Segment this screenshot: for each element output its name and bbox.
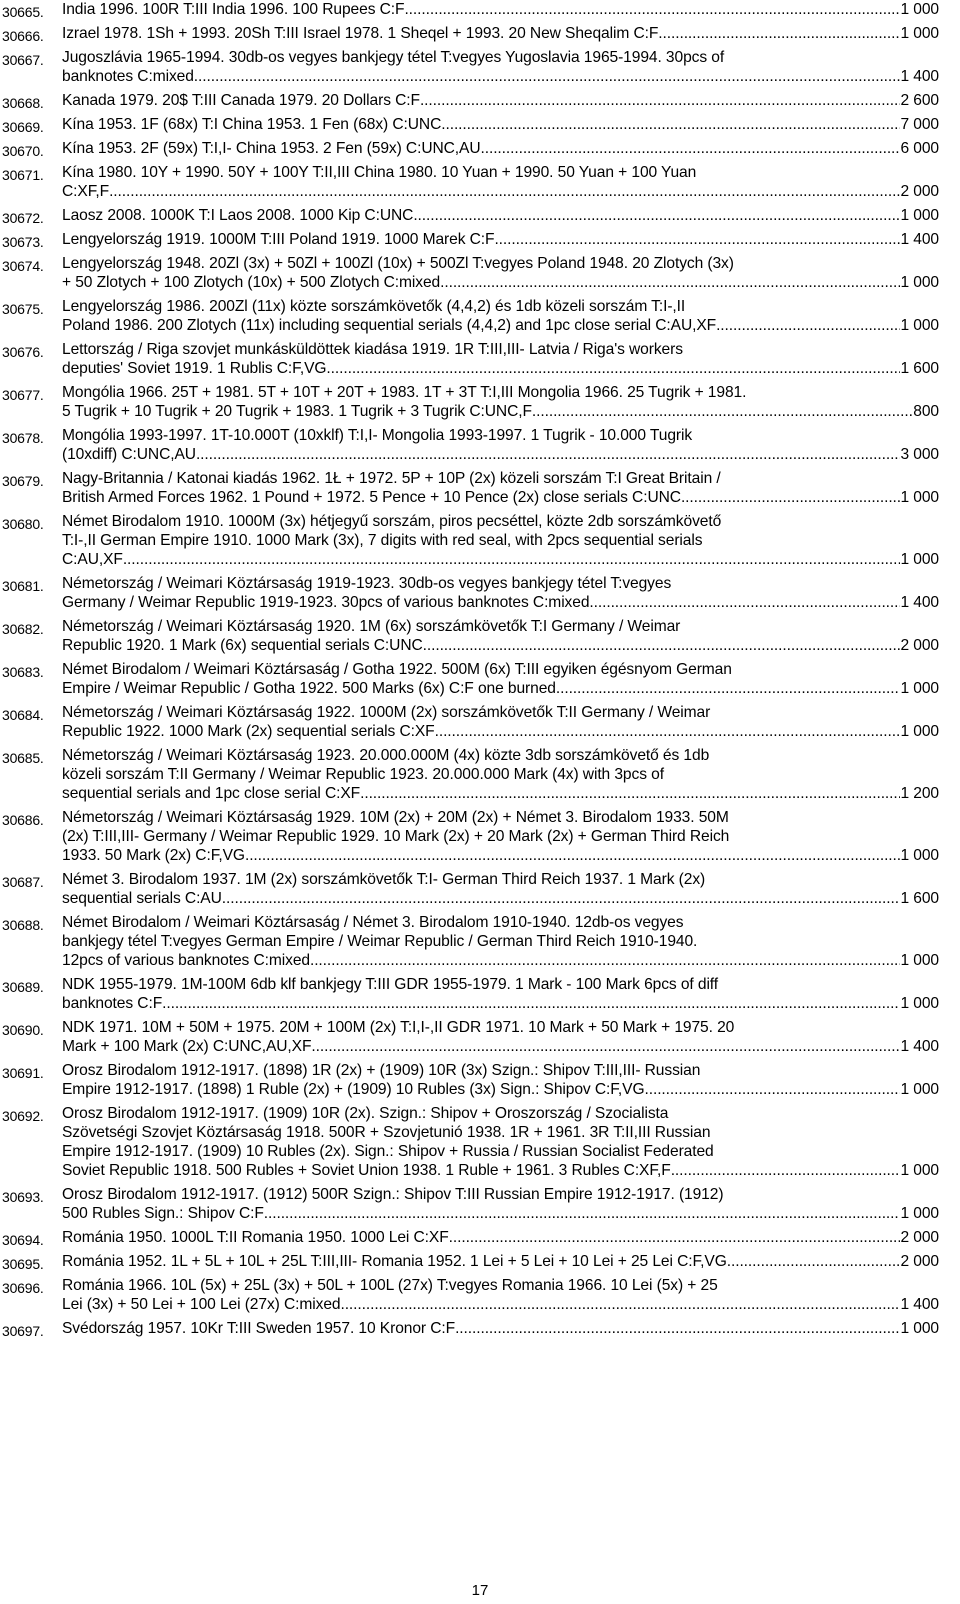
lot-text: Republic 1920. 1 Mark (6x) sequential serials C:UNC xyxy=(62,637,423,654)
lot-text: Svédország 1957. 10Kr T:III Sweden 1957. 10 Kronor C:F xyxy=(62,1320,456,1337)
lot-text: Lei (3x) + 50 Lei + 100 Lei (27x) C:mixed xyxy=(62,1296,341,1313)
lot-number: 30682. xyxy=(2,621,44,637)
lot-number: 30696. xyxy=(2,1280,44,1296)
lot-description-line xyxy=(62,206,939,225)
lot-description-line xyxy=(62,994,939,1013)
lot-description-line xyxy=(62,1204,939,1223)
lot-description xyxy=(62,1061,939,1099)
lot-price: 1 600 xyxy=(900,360,939,377)
lot-description-line: Német Birodalom 1910. 1000M (3x) hétjegyű sorszám, piros pecséttel, közte 2db sorszámkövető xyxy=(62,513,722,530)
lot-description-line xyxy=(62,1037,939,1056)
lot-price: 7 000 xyxy=(900,116,939,133)
lot-description xyxy=(62,746,939,803)
lot-text: Germany / Weimar Republic 1919-1923. 30pcs of various banknotes C:mixed xyxy=(62,594,590,611)
lot-description-line xyxy=(62,1161,939,1180)
lot-description-line xyxy=(62,24,939,43)
lot-description-line: Mongólia 1993-1997. 1T-10.000T (10xklf) T:I,I- Mongolia 1993-1997. 1 Tugrik - 10.000 Tugrik xyxy=(62,427,693,444)
lot-description-line: Kína 1980. 10Y + 1990. 50Y + 100Y T:II,III China 1980. 10 Yuan + 1990. 50 Yuan + 100 Yuan xyxy=(62,164,697,181)
dot-leader xyxy=(716,316,900,335)
lot-text: Laosz 2008. 1000K T:I Laos 2008. 1000 Kip C:UNC xyxy=(62,207,414,224)
lot-number: 30677. xyxy=(2,387,44,403)
lot-text: Empire 1912-1917. (1898) 1 Ruble (2x) + (1909) 10 Rubles (3x) Sign.: Shipov C:F,VG xyxy=(62,1081,645,1098)
lot-description xyxy=(62,574,939,612)
lot-description xyxy=(62,1252,939,1271)
dot-leader xyxy=(441,115,900,134)
lot-text: deputies' Soviet 1919. 1 Rublis C:F,VG xyxy=(62,360,327,377)
lot-price: 1 000 xyxy=(900,723,939,740)
lot-description-line xyxy=(62,67,939,86)
lot-price: 1 400 xyxy=(900,68,939,85)
lot-price: 1 000 xyxy=(900,25,939,42)
lot-number: 30695. xyxy=(2,1256,44,1272)
lot-description-line: Német 3. Birodalom 1937. 1M (2x) sorszámkövetők T:I- German Third Reich 1937. 1 Mark (2x) xyxy=(62,871,706,888)
dot-leader xyxy=(449,1228,901,1247)
lot-number: 30675. xyxy=(2,301,44,317)
lot-text: C:XF,F xyxy=(62,183,110,200)
lot-number: 30685. xyxy=(2,750,44,766)
lot-number: 30668. xyxy=(2,95,44,111)
lot-number: 30694. xyxy=(2,1232,44,1248)
lot-price: 1 000 xyxy=(900,680,939,697)
lot-price: 1 200 xyxy=(900,785,939,802)
lot-price: 1 000 xyxy=(900,1205,939,1222)
lot-price: 2 000 xyxy=(900,637,939,654)
lot-description xyxy=(62,254,939,292)
dot-leader xyxy=(435,722,901,741)
lot-description-line: közeli sorszám T:II Germany / Weimar Republic 1923. 20.000.000 Mark (4x) with 3pcs of xyxy=(62,766,664,783)
dot-leader xyxy=(123,550,901,569)
lot-description-line: Lengyelország 1948. 20Zl (3x) + 50Zl + 100Zl (10x) + 500Zl T:vegyes Poland 1948. 20 Zlotych (3x) xyxy=(62,255,734,272)
lot-text: banknotes C:F xyxy=(62,995,163,1012)
lot-text: Kína 1953. 1F (68x) T:I China 1953. 1 Fen (68x) C:UNC xyxy=(62,116,442,133)
dot-leader xyxy=(556,679,901,698)
dot-leader xyxy=(589,593,900,612)
lot-description-line xyxy=(62,488,939,507)
lot-description-line: Orosz Birodalom 1912-1917. (1909) 10R (2x). Szign.: Shipov + Oroszország / Szocialista xyxy=(62,1105,669,1122)
lot-description-line: Orosz Birodalom 1912-1917. (1912) 500R Szign.: Shipov T:III Russian Empire 1912-1917. (1912) xyxy=(62,1186,724,1203)
lot-price: 1 000 xyxy=(900,847,939,864)
lot-text: Kína 1953. 2F (59x) T:I,I- China 1953. 2 Fen (59x) C:UNC,AU xyxy=(62,140,481,157)
lot-description-line xyxy=(62,636,939,655)
dot-leader xyxy=(440,273,900,292)
lot-text: Republic 1922. 1000 Mark (2x) sequential serials C:XF xyxy=(62,723,435,740)
lot-description-line xyxy=(62,784,939,803)
lot-description-line: Német Birodalom / Weimari Köztársaság / Gotha 1922. 500M (6x) T:III egyiken égésnyom German xyxy=(62,661,732,678)
dot-leader xyxy=(109,182,900,201)
lot-description xyxy=(62,975,939,1013)
lot-description-line xyxy=(62,1319,939,1338)
lot-number: 30680. xyxy=(2,516,44,532)
lot-price: 800 xyxy=(913,403,939,420)
lot-description xyxy=(62,24,939,43)
dot-leader xyxy=(494,230,900,249)
dot-leader xyxy=(340,1295,900,1314)
lot-description-line: bankjegy tétel T:vegyes German Empire / Weimar Republic / German Third Reich 1910-1940. xyxy=(62,933,698,950)
lot-description-line: Németország / Weimari Köztársaság 1923. 20.000.000M (4x) közte 3db sorszámkövető és 1db xyxy=(62,747,710,764)
dot-leader xyxy=(671,1161,901,1180)
lot-description-line xyxy=(62,316,939,335)
lot-description xyxy=(62,230,939,249)
lot-text: Soviet Republic 1918. 500 Rubles + Soviet Union 1938. 1 Ruble + 1961. 3 Rubles C:XF,F xyxy=(62,1162,671,1179)
lot-description-line: Nagy-Britannia / Katonai kiadás 1962. 1Ł + 1972. 5P + 10P (2x) közeli sorszám T:I Great Britain / xyxy=(62,470,721,487)
dot-leader xyxy=(423,636,901,655)
lot-text: + 50 Zlotych + 100 Zlotych (10x) + 500 Zlotych C:mixed xyxy=(62,274,441,291)
lot-description-line: Románia 1966. 10L (5x) + 25L (3x) + 50L + 100L (27x) T:vegyes Romania 1966. 10 Lei (5x) + 25 xyxy=(62,1277,718,1294)
lot-description xyxy=(62,469,939,507)
lot-price: 1 400 xyxy=(900,594,939,611)
lot-number: 30673. xyxy=(2,234,44,250)
lot-description-line: Empire 1912-1917. (1909) 10 Rubles (2x). Sign.: Shipov + Russia / Russian Socialist Federated xyxy=(62,1143,714,1160)
lot-description xyxy=(62,48,939,86)
lot-number: 30693. xyxy=(2,1189,44,1205)
lot-description xyxy=(62,870,939,908)
lot-number: 30679. xyxy=(2,473,44,489)
lot-text: banknotes C:mixed xyxy=(62,68,194,85)
lot-description-line xyxy=(62,0,939,19)
lot-price: 2 000 xyxy=(900,1253,939,1270)
lot-text: (10xdiff) C:UNC,AU xyxy=(62,446,196,463)
lot-description-line xyxy=(62,115,939,134)
lot-number: 30683. xyxy=(2,664,44,680)
lot-description-line xyxy=(62,1295,939,1314)
dot-leader xyxy=(681,488,901,507)
lot-text: Románia 1950. 1000L T:II Romania 1950. 1000 Lei C:XF xyxy=(62,1229,449,1246)
page-number: 17 xyxy=(471,1582,489,1599)
lot-price: 1 000 xyxy=(900,489,939,506)
lot-description-line: Németország / Weimari Köztársaság 1920. 1M (6x) sorszámkövetők T:I Germany / Weimar xyxy=(62,618,681,635)
lot-text: 500 Rubles Sign.: Shipov C:F xyxy=(62,1205,264,1222)
lot-description-line xyxy=(62,230,939,249)
lot-price: 1 000 xyxy=(900,274,939,291)
dot-leader xyxy=(532,402,913,421)
lot-number: 30666. xyxy=(2,28,44,44)
lot-number: 30671. xyxy=(2,167,44,183)
lot-number: 30674. xyxy=(2,258,44,274)
lot-number: 30681. xyxy=(2,578,44,594)
dot-leader xyxy=(727,1252,901,1271)
dot-leader xyxy=(360,784,900,803)
lot-description xyxy=(62,0,939,19)
lot-description xyxy=(62,139,939,158)
lot-number: 30672. xyxy=(2,210,44,226)
lot-description xyxy=(62,1104,939,1180)
lot-price: 1 000 xyxy=(900,995,939,1012)
lot-description xyxy=(62,206,939,225)
lot-description-line xyxy=(62,273,939,292)
lot-number: 30678. xyxy=(2,430,44,446)
lot-description-line: Szövetségi Szovjet Köztársaság 1918. 500R + Szovjetunió 1938. 1R + 1961. 3R T:II,III Russian xyxy=(62,1124,711,1141)
lot-description-line xyxy=(62,722,939,741)
lot-description-line: NDK 1955-1979. 1M-100M 6db klf bankjegy T:III GDR 1955-1979. 1 Mark - 100 Mark 6pcs of diff xyxy=(62,976,718,993)
dot-leader xyxy=(194,67,901,86)
lot-description xyxy=(62,163,939,201)
dot-leader xyxy=(196,445,901,464)
lot-description-line xyxy=(62,1080,939,1099)
lot-description-line: Németország / Weimari Köztársaság 1922. 1000M (2x) sorszámkövetők T:II Germany / Weimar xyxy=(62,704,711,721)
lot-description xyxy=(62,1319,939,1338)
lot-price: 2 000 xyxy=(900,1229,939,1246)
lot-description-line: T:I-,II German Empire 1910. 1000 Mark (3x), 7 digits with red seal, with 2pcs sequential serials xyxy=(62,532,703,549)
lot-number: 30691. xyxy=(2,1065,44,1081)
lot-price: 1 000 xyxy=(900,1162,939,1179)
lot-description xyxy=(62,383,939,421)
lot-price: 1 400 xyxy=(900,1038,939,1055)
lot-description xyxy=(62,426,939,464)
lot-text: 1933. 50 Mark (2x) C:F,VG xyxy=(62,847,245,864)
lot-text: Izrael 1978. 1Sh + 1993. 20Sh T:III Israel 1978. 1 Sheqel + 1993. 20 New Sheqalim C:F xyxy=(62,25,659,42)
lot-price: 6 000 xyxy=(900,140,939,157)
lot-description-line xyxy=(62,550,939,569)
dot-leader xyxy=(264,1204,901,1223)
lot-description xyxy=(62,1018,939,1056)
lot-number: 30667. xyxy=(2,52,44,68)
lot-text: Empire / Weimar Republic / Gotha 1922. 500 Marks (6x) C:F one burned xyxy=(62,680,556,697)
lot-number: 30676. xyxy=(2,344,44,360)
dot-leader xyxy=(310,951,901,970)
lot-description-line xyxy=(62,1228,939,1247)
dot-leader xyxy=(645,1080,901,1099)
lot-description-line: Németország / Weimari Köztársaság 1919-1923. 30db-os vegyes bankjegy tétel T:vegyes xyxy=(62,575,672,592)
lot-price: 1 000 xyxy=(900,1,939,18)
lot-text: Poland 1986. 200 Zlotych (11x) including sequential serials (4,4,2) and 1pc close serial C:AU,XF xyxy=(62,317,717,334)
lot-price: 1 400 xyxy=(900,231,939,248)
lot-number: 30692. xyxy=(2,1108,44,1124)
lot-price: 1 400 xyxy=(900,1296,939,1313)
lot-description-line: Lengyelország 1986. 200Zl (11x) közte sorszámkövetők (4,4,2) és 1db közeli sorszám T:I-,II xyxy=(62,298,686,315)
lot-price: 2 000 xyxy=(900,183,939,200)
lot-number: 30665. xyxy=(2,4,44,20)
lot-text: Románia 1952. 1L + 5L + 10L + 25L T:III,III- Romania 1952. 1 Lei + 5 Lei + 10 Lei + 25 Lei C:F,VG xyxy=(62,1253,727,1270)
lot-description xyxy=(62,660,939,698)
dot-leader xyxy=(404,0,900,19)
lot-text: Kanada 1979. 20$ T:III Canada 1979. 20 Dollars C:F xyxy=(62,92,420,109)
lot-number: 30689. xyxy=(2,979,44,995)
lot-price: 1 000 xyxy=(900,207,939,224)
lot-description-line: Lettország / Riga szovjet munkásküldöttek kiadása 1919. 1R T:III,III- Latvia / Riga's workers xyxy=(62,341,683,358)
lot-description-line: Jugoszlávia 1965-1994. 30db-os vegyes bankjegy tétel T:vegyes Yugoslavia 1965-1994. 30pcs of xyxy=(62,49,725,66)
dot-leader xyxy=(413,206,900,225)
lot-number: 30670. xyxy=(2,143,44,159)
lot-description-line xyxy=(62,679,939,698)
lot-text: India 1996. 100R T:III India 1996. 100 Rupees C:F xyxy=(62,1,405,18)
lot-price: 1 000 xyxy=(900,1320,939,1337)
dot-leader xyxy=(222,889,901,908)
lot-price: 2 600 xyxy=(900,92,939,109)
lot-description xyxy=(62,115,939,134)
lot-description-line: Orosz Birodalom 1912-1917. (1898) 1R (2x) + (1909) 10R (3x) Szign.: Shipov T:III,III- Russian xyxy=(62,1062,701,1079)
lot-description xyxy=(62,1228,939,1247)
lot-description xyxy=(62,340,939,378)
lot-price: 1 600 xyxy=(900,890,939,907)
lot-description-line xyxy=(62,91,939,110)
lot-number: 30687. xyxy=(2,874,44,890)
lot-text: sequential serials and 1pc close serial C:XF xyxy=(62,785,361,802)
lot-number: 30684. xyxy=(2,707,44,723)
lot-description xyxy=(62,512,939,569)
lot-description-line xyxy=(62,402,939,421)
lot-description xyxy=(62,617,939,655)
lot-text: 12pcs of various banknotes C:mixed xyxy=(62,952,310,969)
lot-description-line xyxy=(62,1252,939,1271)
lot-number: 30686. xyxy=(2,812,44,828)
lot-description xyxy=(62,808,939,865)
dot-leader xyxy=(245,846,901,865)
dot-leader xyxy=(455,1319,900,1338)
lot-description xyxy=(62,297,939,335)
dot-leader xyxy=(420,91,901,110)
lot-description xyxy=(62,1185,939,1223)
lot-description-line: NDK 1971. 10M + 50M + 1975. 20M + 100M (2x) T:I,I-,II GDR 1971. 10 Mark + 50 Mark + 1975. 20 xyxy=(62,1019,735,1036)
lot-description-line xyxy=(62,593,939,612)
dot-leader xyxy=(162,994,900,1013)
lot-description xyxy=(62,703,939,741)
lot-description-line: Németország / Weimari Köztársaság 1929. 10M (2x) + 20M (2x) + Német 3. Birodalom 1933. 50M xyxy=(62,809,729,826)
dot-leader xyxy=(311,1037,900,1056)
lot-description-line xyxy=(62,889,939,908)
lot-description-line xyxy=(62,846,939,865)
lot-description-line xyxy=(62,139,939,158)
lot-price: 1 000 xyxy=(900,952,939,969)
lot-number: 30688. xyxy=(2,917,44,933)
lot-number: 30690. xyxy=(2,1022,44,1038)
lot-description-line xyxy=(62,445,939,464)
dot-leader xyxy=(658,24,900,43)
lot-description-line xyxy=(62,951,939,970)
lot-description-line xyxy=(62,359,939,378)
dot-leader xyxy=(481,139,901,158)
lot-text: Mark + 100 Mark (2x) C:UNC,AU,XF xyxy=(62,1038,312,1055)
lot-description-line: Mongólia 1966. 25T + 1981. 5T + 10T + 20T + 1983. 1T + 3T T:I,III Mongolia 1966. 25 Tugrik + 1981. xyxy=(62,384,747,401)
lot-description xyxy=(62,91,939,110)
lot-text: C:AU,XF xyxy=(62,551,123,568)
lot-price: 1 000 xyxy=(900,551,939,568)
lot-price: 1 000 xyxy=(900,317,939,334)
lot-description-line: Német Birodalom / Weimari Köztársaság / Német 3. Birodalom 1910-1940. 12db-os vegyes xyxy=(62,914,684,931)
lot-description-line xyxy=(62,182,939,201)
lot-text: sequential serials C:AU xyxy=(62,890,222,907)
lot-description xyxy=(62,1276,939,1314)
lot-price: 3 000 xyxy=(900,446,939,463)
lot-description xyxy=(62,913,939,970)
lot-price: 1 000 xyxy=(900,1081,939,1098)
lot-text: 5 Tugrik + 10 Tugrik + 20 Tugrik + 1983. 1 Tugrik + 3 Tugrik C:UNC,F xyxy=(62,403,532,420)
dot-leader xyxy=(326,359,900,378)
lot-number: 30669. xyxy=(2,119,44,135)
lot-text: Lengyelország 1919. 1000M T:III Poland 1919. 1000 Marek C:F xyxy=(62,231,495,248)
lot-description-line: (2x) T:III,III- Germany / Weimar Republic 1929. 10 Mark (2x) + 20 Mark (2x) + German Third Reich xyxy=(62,828,730,845)
lot-number: 30697. xyxy=(2,1323,44,1339)
lot-text: British Armed Forces 1962. 1 Pound + 1972. 5 Pence + 10 Pence (2x) close serials C:UNC xyxy=(62,489,681,506)
